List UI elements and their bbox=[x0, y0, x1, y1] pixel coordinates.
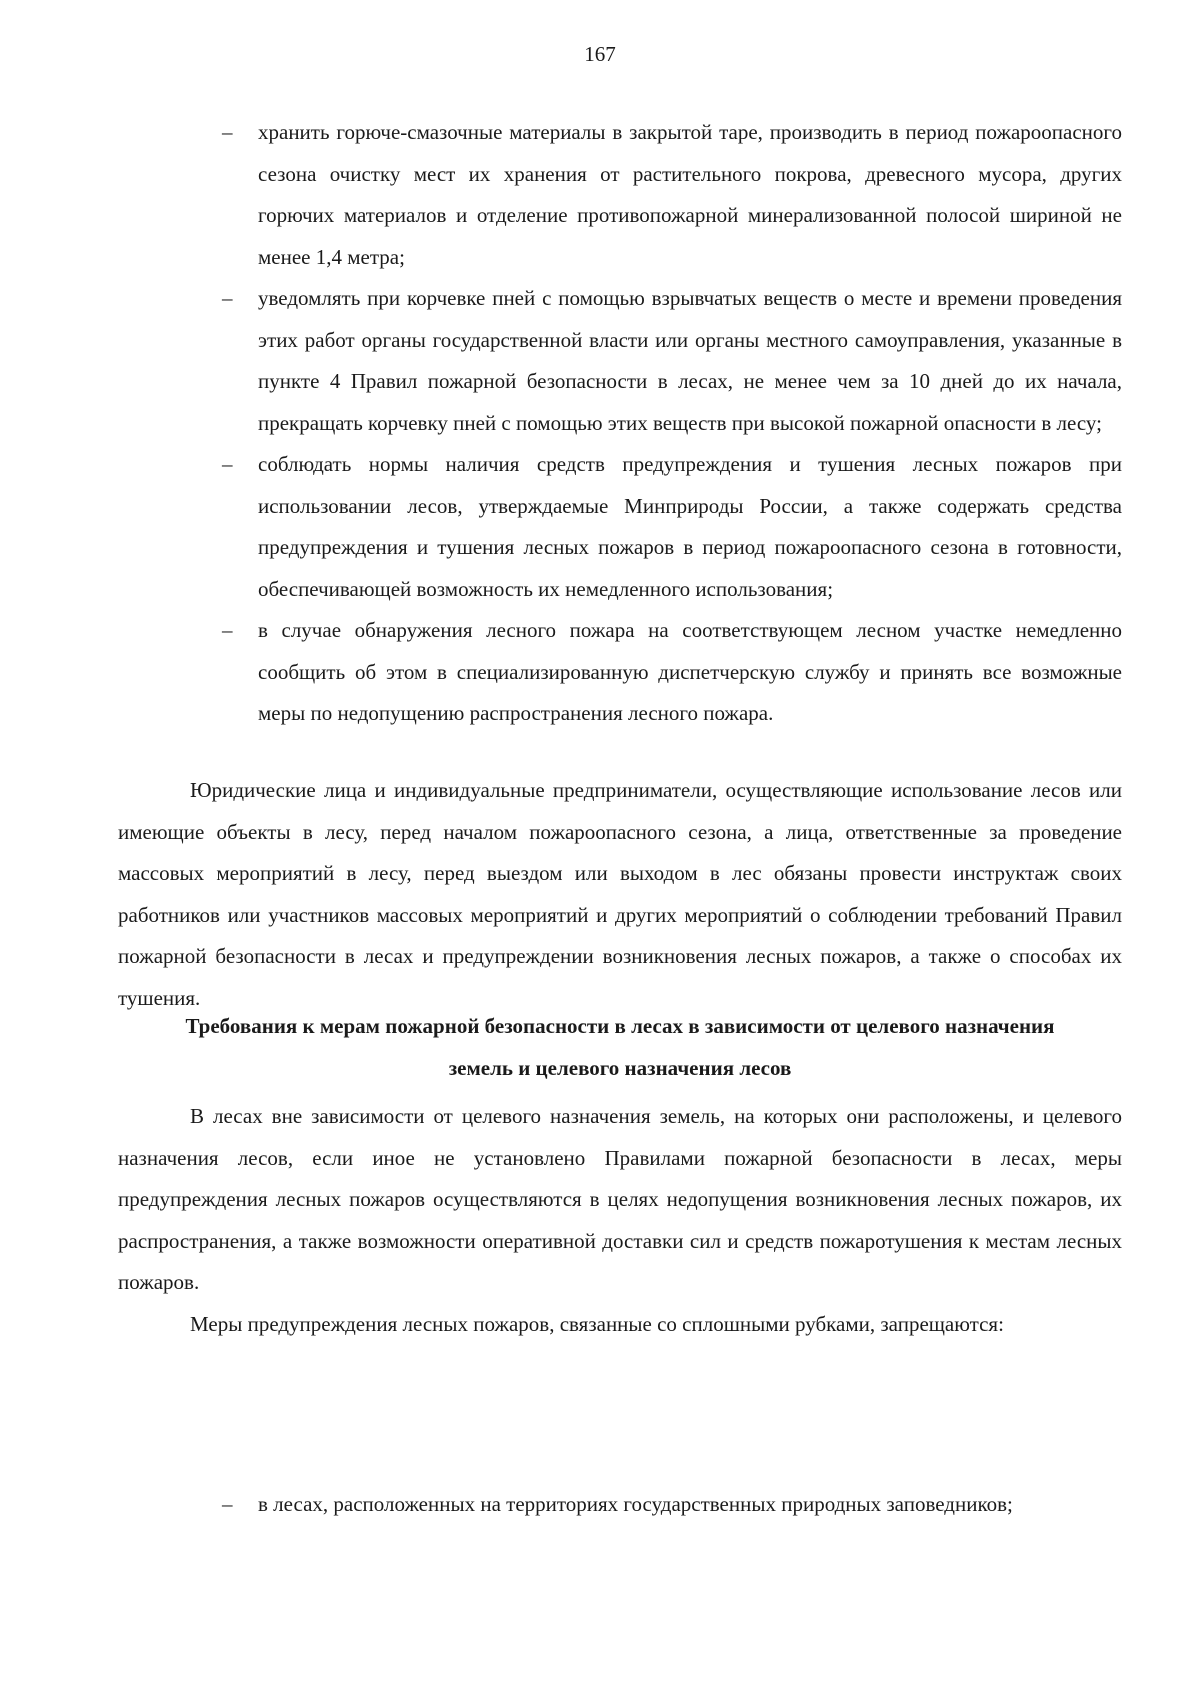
body-section bbox=[118, 770, 1122, 1019]
list-item bbox=[222, 610, 1122, 735]
body-section-2 bbox=[118, 1096, 1122, 1345]
list-item bbox=[222, 444, 1122, 610]
list-dash: – bbox=[222, 120, 233, 144]
top-bullet-list bbox=[222, 112, 1122, 735]
list-dash: – bbox=[222, 452, 233, 476]
list-item-text: соблюдать нормы наличия средств предупреждения и тушения лесных пожаров при использовании лесов, утверждаемые Минприроды России, а также содержать средства предупреждения и тушения лесных пожаров в период пожароопасного сезона в готовности, обеспечивающей возможность их немедленного использования; bbox=[258, 452, 1122, 601]
heading-section bbox=[118, 1006, 1122, 1089]
paragraph-prohibitions: Меры предупреждения лесных пожаров, связанные со сплошными рубками, запрещаются: bbox=[190, 1311, 1004, 1336]
paragraph-instructions: Юридические лица и индивидуальные предприниматели, осуществляющие использование лесов или имеющие объекты в лесу, перед началом пожароопасного сезона, а лица, ответственные за проведение массовых мероприятий в лесу, перед выездом или выходом в лес обязаны провести инструктаж своих работников или участников массовых мероприятий и других мероприятий о соблюдении требований Правил пожарной безопасности в лесах и предупреждении возникновения лесных пожаров, а также о способах их тушения. bbox=[118, 778, 1122, 1010]
list-item-text: в лесах, расположенных на территориях государственных природных заповедников; bbox=[258, 1492, 1013, 1516]
list-item bbox=[222, 112, 1122, 278]
list-item-text: в случае обнаружения лесного пожара на соответствующем лесном участке немедленно сообщить об этом в специализированную диспетчерскую службу и принять все возможные меры по недопущению распространения лесного пожара. bbox=[258, 618, 1122, 725]
bottom-bullet-list bbox=[222, 1484, 1122, 1526]
list-dash: – bbox=[222, 1492, 233, 1516]
list-dash: – bbox=[222, 286, 233, 310]
section-heading: Требования к мерам пожарной безопасности в лесах в зависимости от целевого назначения земель и целевого назначения лесов bbox=[185, 1014, 1055, 1080]
paragraph-forest-measures: В лесах вне зависимости от целевого назначения земель, на которых они расположены, и целевого назначения лесов, если иное не установлено Правилами пожарной безопасности в лесах, меры предупреждения лесных пожаров осуществляются в целях недопущения возникновения лесных пожаров, их распространения, а также возможности оперативной доставки сил и средств пожаротушения к местам лесных пожаров. bbox=[118, 1104, 1122, 1294]
list-item bbox=[222, 1484, 1122, 1526]
list-item-text: хранить горюче-смазочные материалы в закрытой таре, производить в период пожароопасного сезона очистку мест их хранения от растительного покрова, древесного мусора, других горючих материалов и отделение противопожарной минерализованной полосой шириной не менее 1,4 метра; bbox=[258, 120, 1122, 269]
list-dash: – bbox=[222, 618, 233, 642]
page-number: 167 bbox=[584, 42, 616, 66]
list-item bbox=[222, 278, 1122, 444]
list-item-text: уведомлять при корчевке пней с помощью взрывчатых веществ о месте и времени проведения этих работ органы государственной власти или органы местного самоуправления, указанные в пункте 4 Правил пожарной безопасности в лесах, не менее чем за 10 дней до их начала, прекращать корчевку пней с помощью этих веществ при высокой пожарной опасности в лесу; bbox=[258, 286, 1122, 435]
